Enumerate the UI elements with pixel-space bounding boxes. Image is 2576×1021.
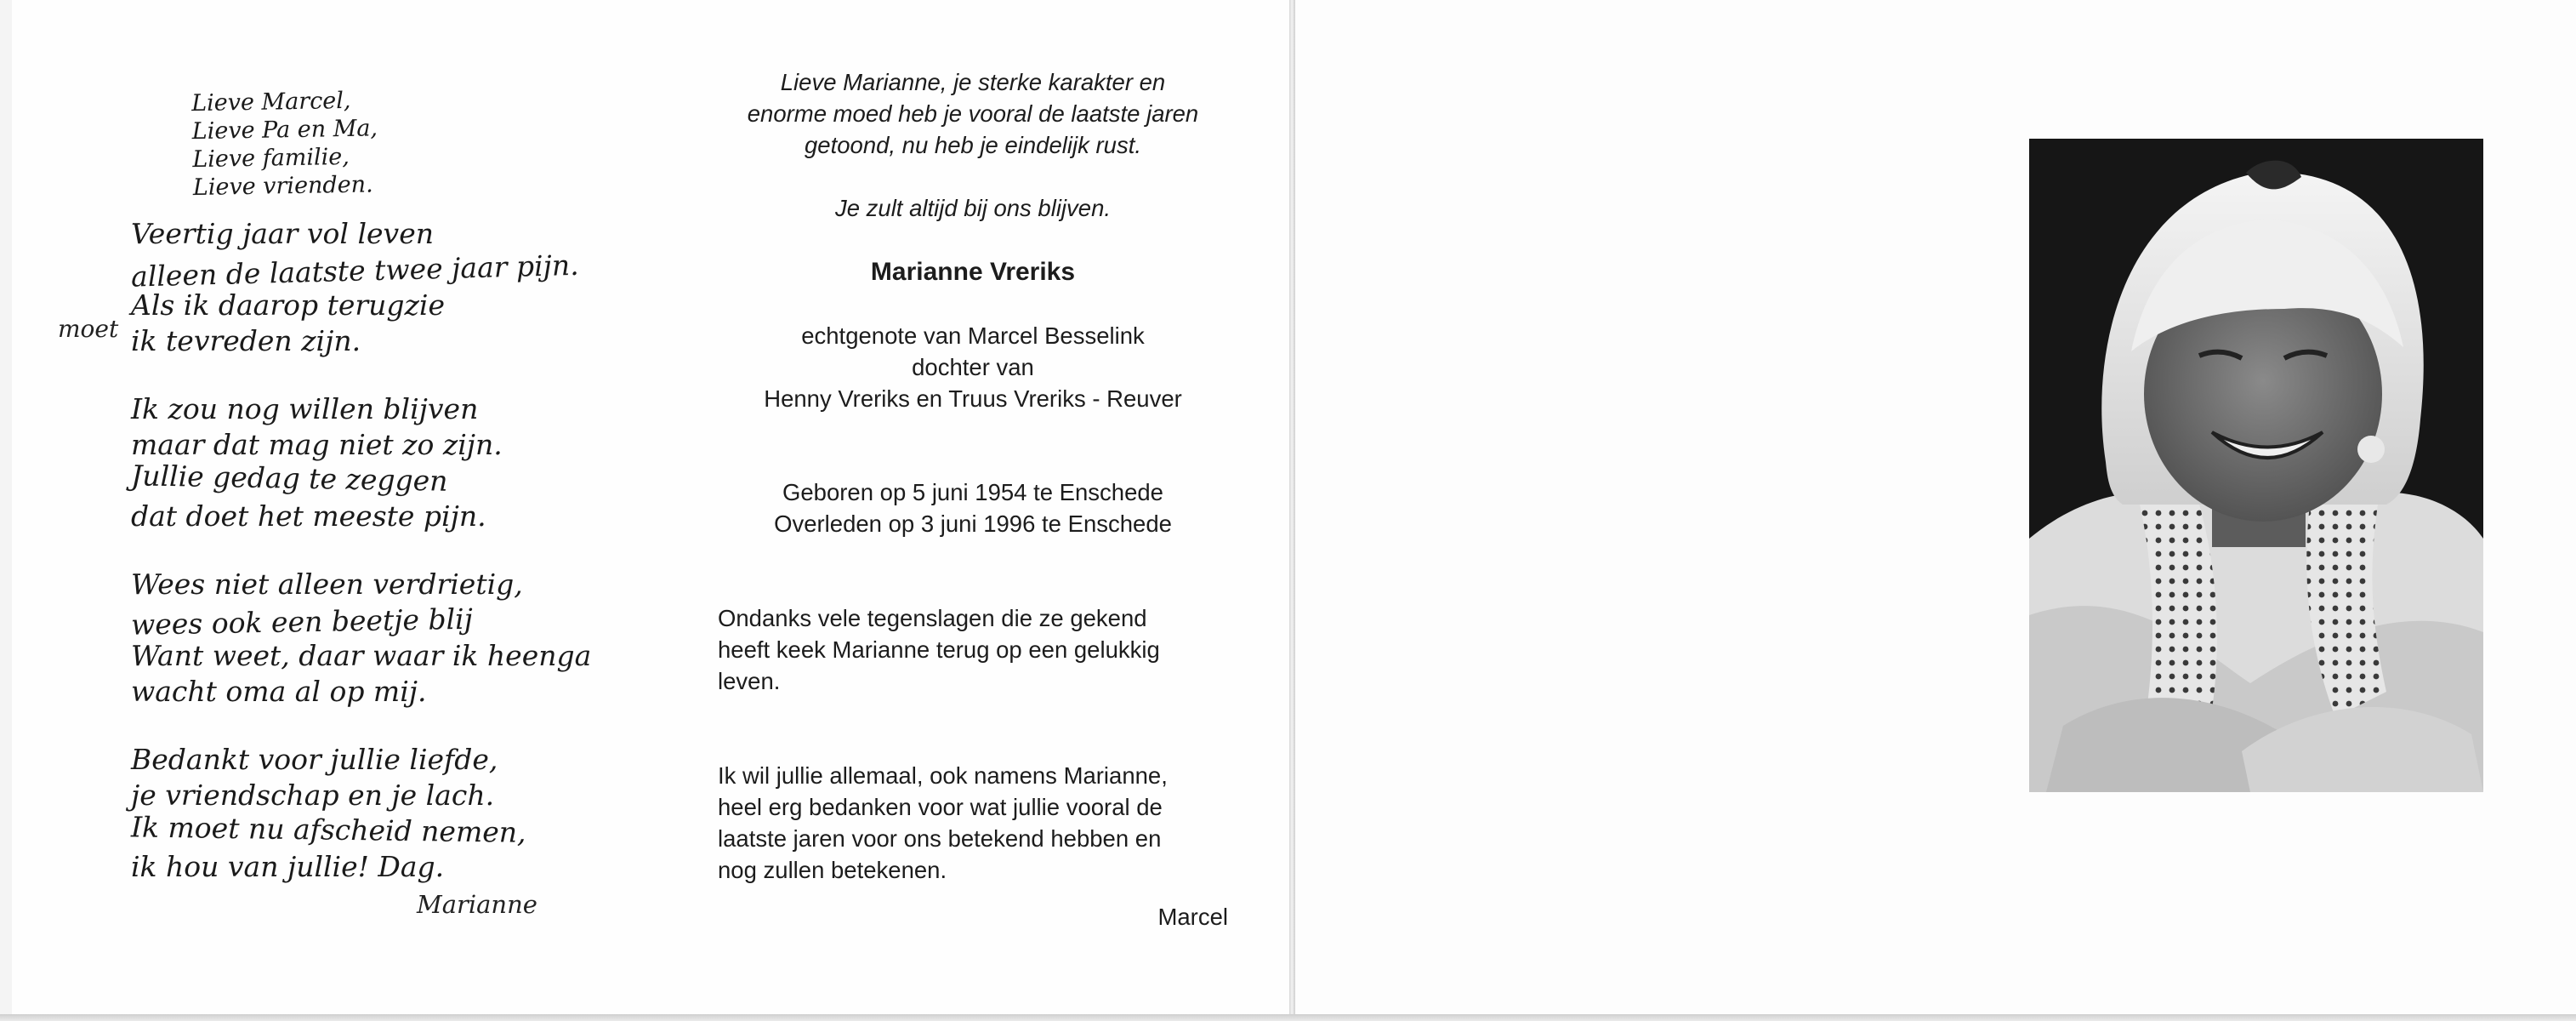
poem-line: je vriendschap en je lach. (131, 779, 495, 812)
paragraph-line: Ik wil jullie allemaal, ook namens Marianne, (718, 762, 1168, 789)
poem-line: ik tevreden zijn. (131, 324, 361, 357)
relation-line: echtgenote van Marcel Besselink (801, 322, 1145, 349)
printed-text-column (718, 66, 1228, 933)
poem-line: Want weet, daar waar ik heenga (131, 639, 592, 672)
poem-stanza (131, 567, 692, 710)
poem-stanza (131, 391, 692, 534)
poem-line: ik hou van jullie! Dag. (131, 850, 445, 883)
death-line: Overleden op 3 juni 1996 te Enschede (774, 510, 1172, 537)
left-page (12, 0, 1289, 1016)
greeting-line: Lieve Pa en Ma, (191, 115, 378, 145)
poem-line: wacht oma al op mij. (131, 675, 427, 708)
poem-stanza (131, 216, 692, 359)
paragraph-line: leven. (718, 668, 781, 694)
poem-line: Ik zou nog willen blijven (131, 392, 479, 425)
paragraph-line: heeft keek Marianne terug op een gelukkig (718, 636, 1160, 663)
intro-line: enorme moed heb je vooral de laatste jaren (747, 100, 1199, 127)
poem-greeting (191, 81, 693, 202)
paragraph-reflection (718, 602, 1228, 697)
portrait-photo (2029, 139, 2483, 792)
greeting-line: Lieve familie, (192, 143, 350, 174)
relations (718, 320, 1228, 414)
poem-line: wees ook een beetje blij (130, 602, 474, 642)
paragraph-line: heel erg bedanken voor wat jullie vooral de (718, 794, 1163, 820)
intro-line: Lieve Marianne, je sterke karakter en (780, 69, 1166, 95)
relation-line: dochter van (912, 354, 1034, 380)
poem-signature: Marianne (417, 890, 537, 919)
poem-line: Ik moet nu afscheid nemen, (130, 810, 526, 849)
life-dates (718, 476, 1228, 539)
poem-line: Jullie gedag te zeggen (130, 459, 448, 498)
poem-line: Bedankt voor jullie liefde, (131, 743, 498, 776)
paragraph-line: laatste jaren voor ons betekend hebben en (718, 825, 1162, 852)
poem-line: Als ik daarop terugzie (131, 288, 445, 322)
poem-stanza (131, 742, 692, 885)
paragraph-line: Ondanks vele tegenslagen die ze gekend (718, 605, 1147, 631)
poem-line: maar dat mag niet zo zijn. (131, 428, 503, 461)
deceased-name: Marianne Vreriks (870, 258, 1076, 286)
motto: Je zult altijd bij ons blijven. (834, 195, 1112, 221)
portrait-image (2029, 139, 2483, 792)
closing-signature: Marcel (1157, 904, 1228, 930)
scan-left-edge (0, 0, 12, 1021)
paragraph-line: nog zullen betekenen. (718, 857, 947, 883)
poem-line: Veertig jaar vol leven (131, 217, 434, 250)
handwritten-poem (131, 85, 692, 885)
paragraph-thanks (718, 760, 1228, 886)
poem-line: alleen de laatste twee jaar pijn. (130, 248, 580, 294)
greeting-line: Lieve vrienden. (192, 171, 373, 202)
birth-line: Geboren op 5 juni 1954 te Enschede (782, 479, 1163, 505)
greeting-line: Lieve Marcel, (190, 87, 351, 117)
margin-note: moet (58, 315, 119, 343)
poem-line: Wees niet alleen verdrietig, (131, 568, 523, 601)
poem-line: dat doet het meeste pijn. (131, 499, 486, 533)
intro-line: getoond, nu heb je eindelijk rust. (805, 132, 1141, 158)
scan-bottom-edge (0, 1014, 2576, 1021)
intro-text (718, 66, 1228, 161)
relation-line: Henny Vreriks en Truus Vreriks - Reuver (764, 385, 1182, 412)
card-fold (1289, 0, 1295, 1021)
